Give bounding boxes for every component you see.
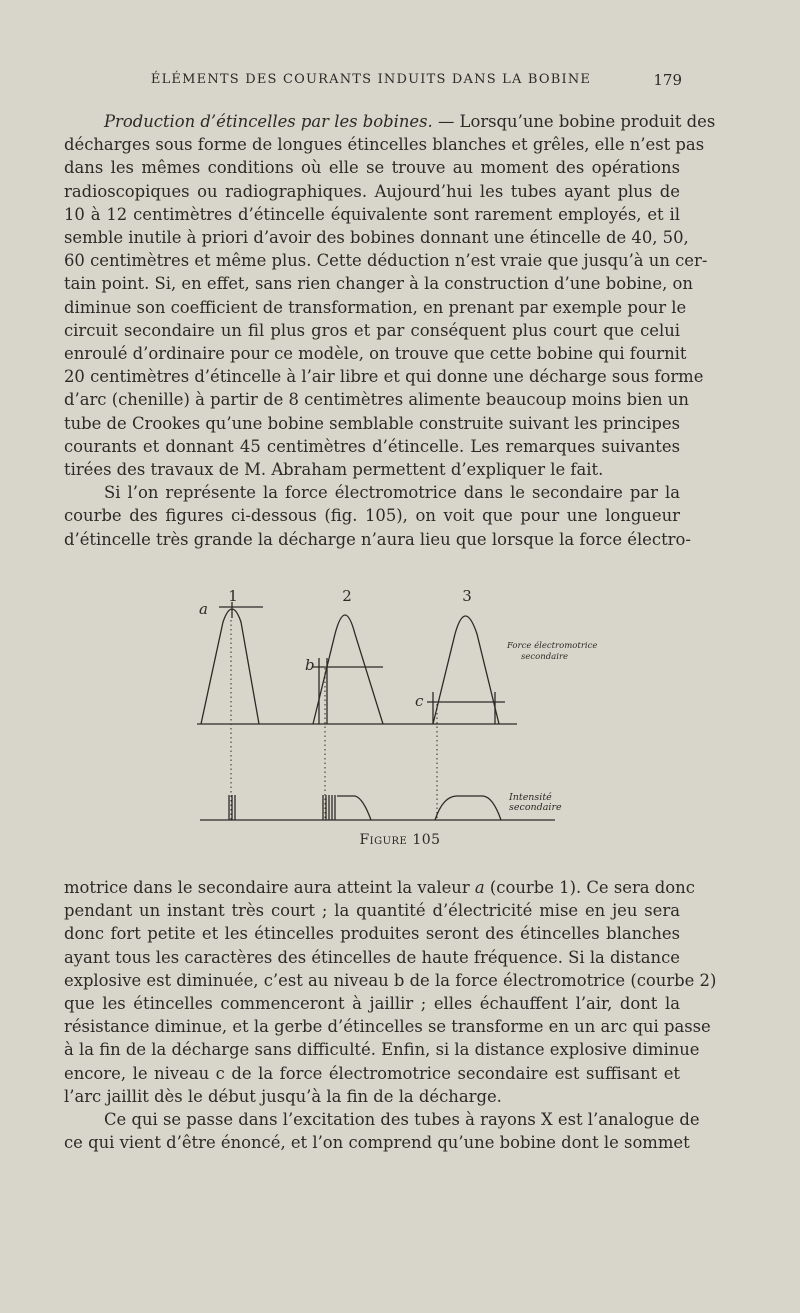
current-arc-3 xyxy=(435,796,501,820)
text-line: 20 centimètres d’étincelle à l’air libre et qui donne une décharge sous forme xyxy=(64,367,704,387)
emf-curve-2 xyxy=(313,615,383,724)
emf-label: Force électromotrice xyxy=(507,641,598,651)
text-line: explosive est diminuée, c’est au niveau b de la force électromotrice (courbe 2) xyxy=(64,970,717,990)
curve-number-2: 2 xyxy=(342,587,352,605)
curve-number-3: 3 xyxy=(462,587,472,605)
emf-curve-3 xyxy=(433,616,499,724)
text-line: radioscopiques ou radiographiques. Aujourd’hui les tubes ayant plus de xyxy=(64,181,680,201)
figure-svg xyxy=(195,584,598,829)
text-line: ayant tous les caractères des étincelles de haute fréquence. Si la distance xyxy=(64,947,680,967)
text-line: motrice dans le secondaire aura atteint la valeur a (courbe 1). Ce sera donc xyxy=(64,878,695,897)
text-line: résistance diminue, et la gerbe d’étincelles se transforme en un arc qui passe xyxy=(64,1017,711,1037)
emf-curve-1 xyxy=(201,609,259,724)
caption-word: Figure xyxy=(359,832,408,848)
paragraph-production-etincelles xyxy=(64,110,716,551)
text-line: encore, le niveau c de la force électromotrice secondaire est suffisant et xyxy=(64,1063,680,1083)
text-line: Ce qui se passe dans l’excitation des tubes à rayons X est l’analogue de xyxy=(104,1110,700,1130)
text-line: tain point. Si, en effet, sans rien changer à la construction d’une bobine, on xyxy=(64,274,693,294)
current-label: Intensité xyxy=(509,792,552,803)
text-line: Production d’étincelles par les bobines. — Lorsqu’une bobine produit des xyxy=(104,112,716,131)
current-label-2: secondaire xyxy=(509,802,562,813)
level-label-a: a xyxy=(199,600,208,618)
text-line: ce qui vient d’être énoncé, et l’on comprend qu’une bobine dont le sommet xyxy=(64,1133,690,1153)
text-line: donc fort petite et les étincelles produites seront des étincelles blanches xyxy=(64,924,680,944)
text-line: d’étincelle très grande la décharge n’aura lieu que lorsque la force électro- xyxy=(64,529,691,549)
curve-number-1: 1 xyxy=(228,587,238,605)
text-line: Si l’on représente la force électromotrice dans le secondaire par la xyxy=(104,483,680,503)
text-line: pendant un instant très court ; la quantité d’électricité mise en jeu sera xyxy=(64,901,680,921)
page-number: 179 xyxy=(653,71,682,89)
text-line: que les étincelles commenceront à jaillir ; elles échauffent l’air, dont la xyxy=(64,994,680,1014)
level-label-c: c xyxy=(415,692,424,710)
figure-105-diagram xyxy=(195,584,598,829)
emf-label-2: secondaire xyxy=(521,652,569,662)
text-line: enroulé d’ordinaire pour ce modèle, on trouve que cette bobine qui fournit xyxy=(64,344,687,364)
caption-number: 105 xyxy=(412,832,441,848)
text-line: courants et donnant 45 centimètres d’étincelle. Les remarques suivantes xyxy=(64,436,680,456)
text-line: décharges sous forme de longues étincelles blanches et grêles, elle n’est pas xyxy=(64,135,705,155)
section-heading: Production d’étincelles par les bobines. xyxy=(104,112,433,131)
text-line: 60 centimètres et même plus. Cette déduction n’est vraie que jusqu’à un cer- xyxy=(64,251,708,271)
text-line: tirées des travaux de M. Abraham permettent d’expliquer le fait. xyxy=(64,460,604,480)
level-label-b: b xyxy=(305,656,315,674)
text-line: tube de Crookes qu’une bobine semblable construite suivant les principes xyxy=(64,413,681,433)
text-line: diminue son coefficient de transformation, en prenant par exemple pour le xyxy=(64,297,687,317)
text-line: courbe des figures ci-dessous (fig. 105), on voit que pour une longueur xyxy=(64,506,680,526)
current-arc-2 xyxy=(337,796,371,820)
figure-caption xyxy=(0,832,800,848)
running-header xyxy=(60,72,682,96)
text-line: semble inutile à priori d’avoir des bobines donnant une étincelle de 40, 50, xyxy=(64,228,689,248)
text-line: l’arc jaillit dès le début jusqu’à la fin de la décharge. xyxy=(64,1086,502,1106)
paragraph-continuation xyxy=(64,876,717,1154)
text-line: circuit secondaire un fil plus gros et par conséquent plus court que celui xyxy=(64,320,680,340)
text-line: d’arc (chenille) à partir de 8 centimètres alimente beaucoup moins bien un xyxy=(64,390,689,410)
text-line: à la fin de la décharge sans difficulté. Enfin, si la distance explosive diminue xyxy=(64,1040,700,1060)
text-line: dans les mêmes conditions où elle se trouve au moment des opérations xyxy=(64,158,680,178)
running-title: ÉLÉMENTS DES COURANTS INDUITS DANS LA BOBINE xyxy=(150,72,592,87)
text-line: 10 à 12 centimètres d’étincelle équivalente sont rarement employés, et il xyxy=(64,204,680,224)
